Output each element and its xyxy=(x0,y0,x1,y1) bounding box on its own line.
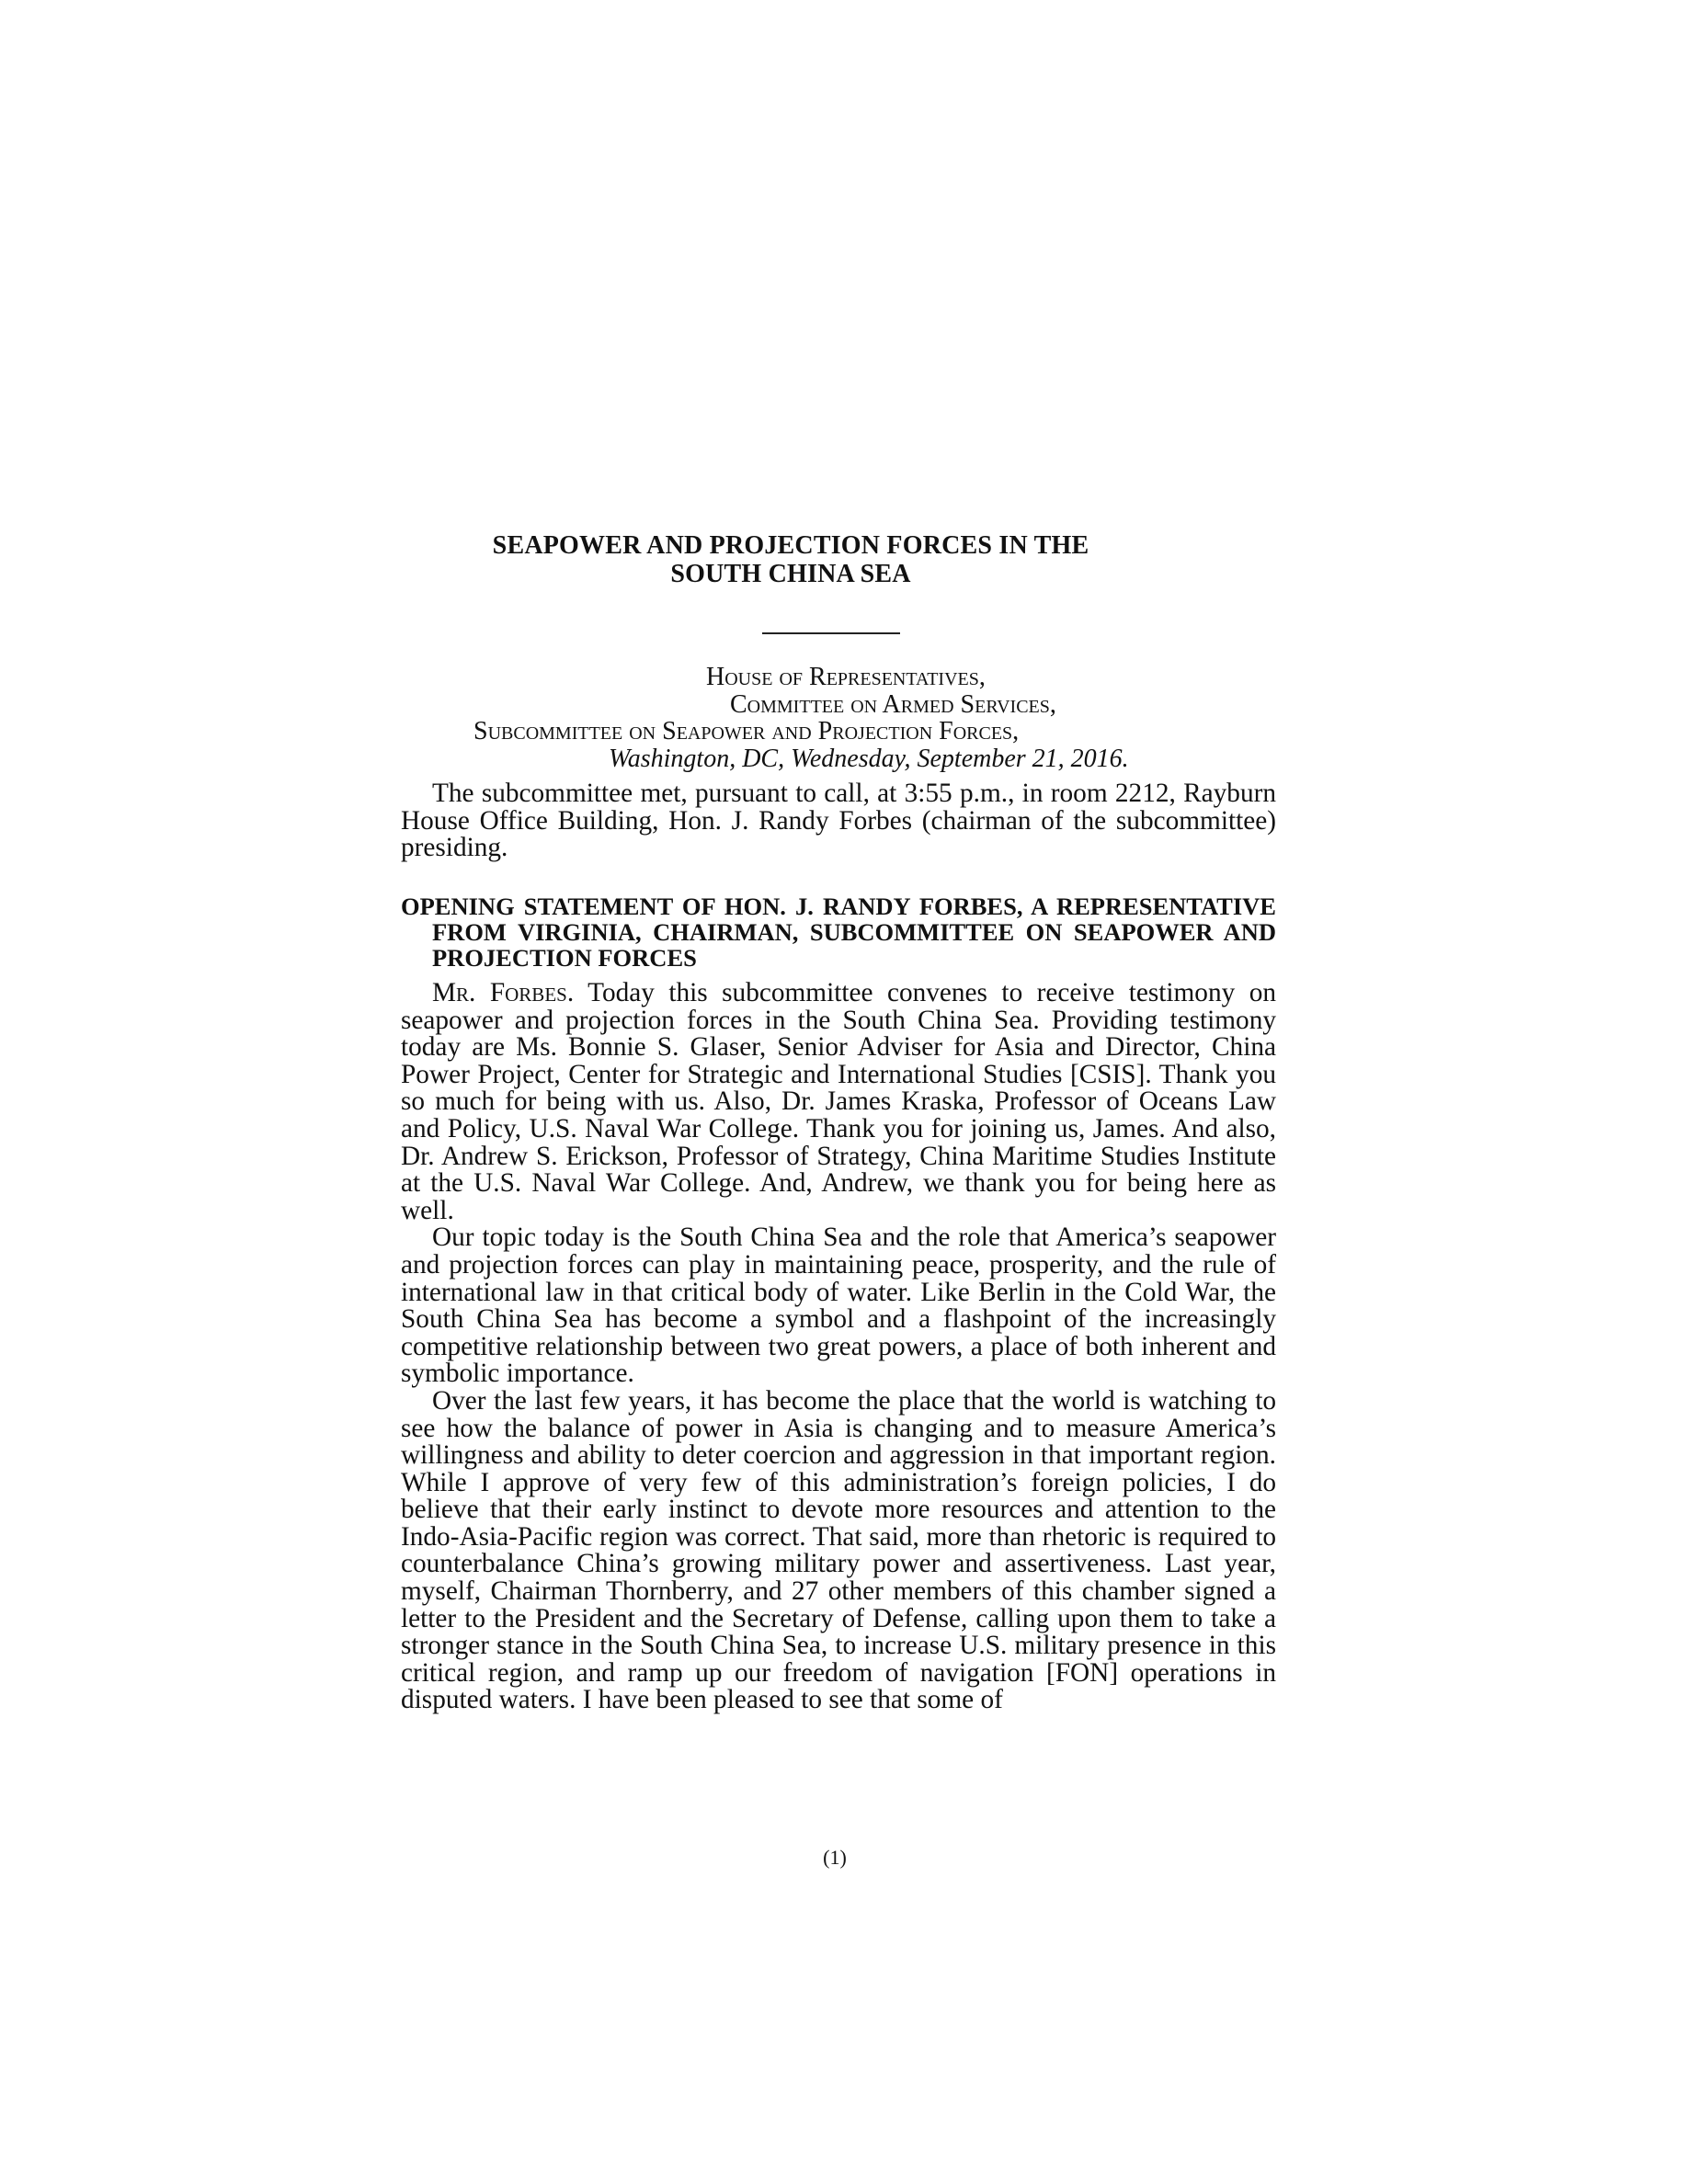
statement-body xyxy=(401,980,1276,1714)
paragraph-1 xyxy=(401,980,1276,1224)
header-subcommittee: Subcommittee on Seapower and Projection Forces, xyxy=(473,717,1020,745)
header-location-date: Washington, DC, Wednesday, September 21, 2016. xyxy=(609,745,1129,773)
header-house: House of Representatives, xyxy=(706,663,986,691)
title-line-1: SEAPOWER AND PROJECTION FORCES IN THE xyxy=(492,531,1089,560)
section-heading: OPENING STATEMENT OF HON. J. RANDY FORBES, A REPRESENTATIVE FROM VIRGINIA, CHAIRMAN, SUBCOMMITTEE ON SEAPOWER AND PROJECTION FORCES xyxy=(401,893,1276,972)
page-number: (1) xyxy=(823,1846,847,1869)
document-title xyxy=(349,531,1232,588)
intro-paragraph xyxy=(401,780,1276,862)
title-line-2: SOUTH CHINA SEA xyxy=(670,560,911,588)
paragraph-1-text: Today this subcommittee convenes to receive testimony on seapower and projection forces in the South China Sea. Providing testimony today are Ms. Bonnie S. Glaser, Senior Adviser for Asia and Director, China Power Project, Center for Strategic and International Studies [CSIS]. Thank you so much for being with us. Also, Dr. James Kraska, Professor of Oceans Law and Policy, U.S. Naval War College. Thank you for joining us, James. And also, Dr. Andrew S. Erickson, Professor of Strategy, China Maritime Studies Institute at the U.S. Naval War College. And, Andrew, we thank you for being here as well. xyxy=(401,978,1277,1225)
speaker-name: Mr. Forbes. xyxy=(432,978,575,1007)
paragraph-3: Over the last few years, it has become the place that the world is watching to see how the balance of power in Asia is changing and to measure America’s willingness and ability to deter coercion and aggression in that important region. While I approve of very few of this administration’s foreign policies, I do believe that their early instinct to devote more resources and attention to the Indo-Asia-Pacific region was correct. That said, more than rhetoric is required to counterbalance China’s growing military power and assertiveness. Last year, myself, Chairman Thornberry, and 27 other members of this chamber signed a letter to the President and the Secretary of Defense, calling upon them to take a stronger stance in the South China Sea, to increase U.S. military presence in this critical region, and ramp up our freedom of navigation [FON] operations in disputed waters. I have been pleased to see that some of xyxy=(401,1385,1276,1715)
intro-text: The subcommittee met, pursuant to call, at 3:55 p.m., in room 2212, Rayburn House Office Building, Hon. J. Randy Forbes (chairman of the subcommittee) presiding. xyxy=(401,779,1276,863)
header-committee: Committee on Armed Services, xyxy=(730,690,1056,719)
paragraph-2: Our topic today is the South China Sea and the role that America’s seapower and projection forces can play in maintaining peace, prosperity, and the rule of international law in that critical body of water. Like Berlin in the Cold War, the South China Sea has become a symbol and a flashpoint of the increasingly competitive relationship between two great powers, a place of both inherent and symbolic importance. xyxy=(401,1223,1276,1389)
title-divider xyxy=(762,632,900,634)
